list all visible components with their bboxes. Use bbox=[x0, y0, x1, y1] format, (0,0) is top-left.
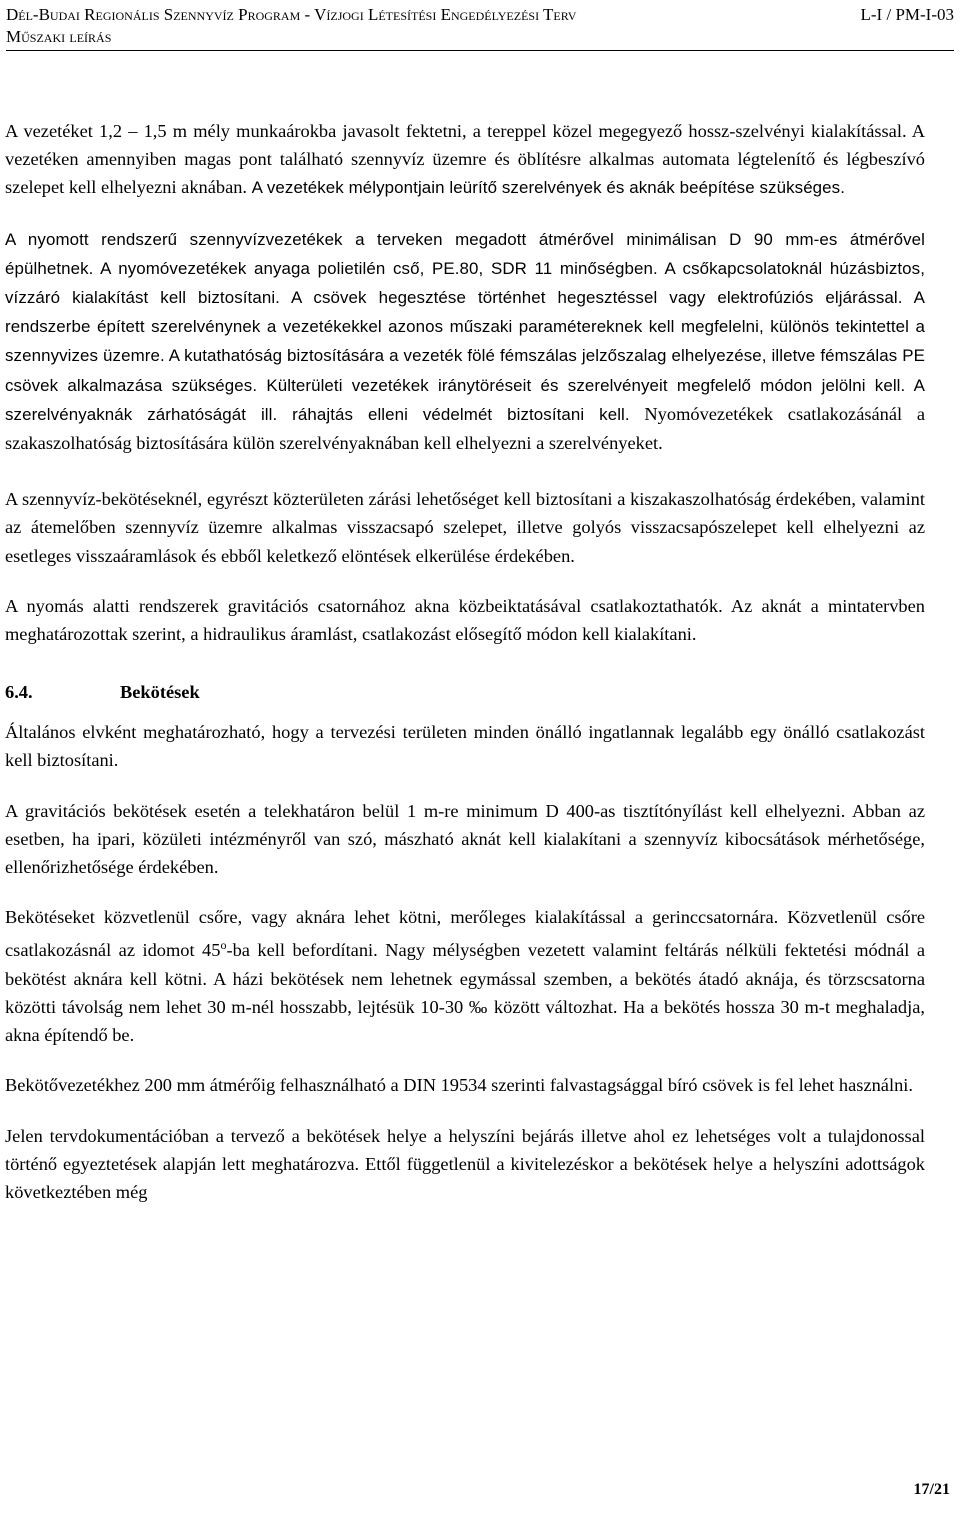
header-code: L-I / PM-I-03 bbox=[860, 5, 954, 24]
paragraph-pressure-pipes-sans: A nyomott rendszerű szennyvízvezetékek a terveken megadott átmérővel minimálisan D 90 mm-es átmérővel épülhetnek. A nyomóvezetékek anyaga polietilén cső, PE.80, SDR 11 minőségben. A csőkapcsolatoknál húzásbiztos, vízzáró kialakítást kell biztosítani. A csövek hegesztése történhet hegesztéssel vagy elektrofúziós eljárással. A rendszerbe épített szerelvénynek a vezetékekkel azonos műszaki paramétereknek kell megfelelni, különös tekintettel a szennyvizes üzemre. A kutathatóság biztosítására a vezeték fölé fémszálas jelzőszalag elhelyezése, illetve fémszálas PE csövek alkalmazása szükséges. Külterületi vezetékek iránytöréseit és szerelvényeit megfelelő módon jelölni kell. A szerelvényaknák zárhatóságát ill. ráhajtás elleni védelmét biztosítani kell. bbox=[5, 229, 925, 424]
section-number: 6.4. bbox=[5, 682, 33, 703]
paragraph-trench-sans: A vezetékek mélypontjain leürítő szerelvények és aknák beépítése szükséges. bbox=[251, 178, 846, 198]
section-heading bbox=[5, 678, 925, 706]
section-title: Bekötések bbox=[120, 682, 200, 703]
degree-superscript: o bbox=[220, 938, 227, 953]
paragraph-connections-valves: A szennyvíz-bekötéseknél, egyrészt közterületen zárási lehetőséget kell biztosítani a kiszakaszolhatóság érdekében, valamint az átemelőben szennyvíz üzemre alkalmas visszacsapó szelepet, illetve golyós visszacsapószelepet kell elhelyezni az esetleges visszaáramlások és ebből keletkező elöntések elkerülése érdekében. bbox=[5, 489, 925, 566]
section-paragraph-branch-rules bbox=[5, 903, 925, 1049]
header-title: Dél-Budai Regionális Szennyvíz Program - Vízjogi Létesítési Engedélyezési Terv bbox=[6, 5, 577, 24]
branch-rules-part-b: -ba kell befordítani. Nagy mélységben vezetett valamint feltárás nélküli fektetési módnál a bekötést aknára kell kötni. A házi bekötések nem lehetnek egymással szemben, a bekötés átadó aknája, és törzscsatorna közötti távolság nem lehet 30 m-nél hosszabb, lejtésük 10-30 ‰ között változhat. Ha a bekötés hossza 30 m-t meghaladja, akna építendő be. bbox=[5, 940, 925, 1046]
paragraph-pressure-pipes-serif: Nyomóvezetékek csatlakozásánál a szakaszolhatóság biztosítására külön szerelvényaknában kell elhelyezni a szerelvényeket. bbox=[5, 403, 926, 454]
section-paragraph-site-survey: Jelen tervdokumentációban a tervező a bekötések helye a helyszíni bejárás illetve ahol ez lehetséges volt a tulajdonossal történő egyeztetések alapján lett meghatározva. Ettől függetlenül a kivitelezéskor a bekötések helye a helyszíni adottságok következtében még bbox=[5, 1125, 925, 1203]
paragraph-trench-serif: A vezetéket 1,2 – 1,5 m mély munkaárokba javasolt fektetni, a tereppel közel megegyező hossz-szelvényi kialakítással. A vezetéken amennyiben magas pont található szennyvíz üzemre és öblítésre alkalmas automata légtelenítő és légbeszívó szelepet kell elhelyezni aknában. bbox=[5, 121, 925, 198]
body-text bbox=[5, 117, 925, 1224]
section-paragraph-din: Bekötővezetékhez 200 mm átmérőig felhasználható a DIN 19534 szerinti falvastagsággal bíró csövek is fel lehet használni. bbox=[5, 1075, 913, 1096]
header-subtitle: Műszaki leírás bbox=[6, 27, 112, 46]
section-paragraph-principle: Általános elvként meghatározható, hogy a tervezési területen minden önálló ingatlannak legalább egy önálló csatlakozást kell biztosítani. bbox=[5, 722, 925, 771]
paragraph-trench bbox=[5, 117, 925, 203]
branch-rules-part-a: Bekötéseket közvetlenül csőre, vagy aknára lehet kötni, merőleges kialakítással a gerinccsatornára. Közvetlenül csőre csatlakozásnál az idomot 45 bbox=[5, 907, 925, 961]
header-line bbox=[6, 4, 954, 26]
section-paragraph-gravity: A gravitációs bekötések esetén a telekhatáron belül 1 m-re minimum D 400-as tisztítónyílást kell elhelyezni. Abban az esetben, ha ipari, közületi intézményről van szó, mászható aknát kell kialakítani a szennyvíz kibocsátások mérhetősége, ellenőrizhetősége érdekében. bbox=[5, 800, 925, 878]
paragraph-pressure-pipes bbox=[5, 225, 925, 458]
running-header bbox=[6, 4, 954, 51]
paragraph-gravity-connection: A nyomás alatti rendszerek gravitációs csatornához akna közbeiktatásával csatlakoztathatók. Az aknát a mintatervben meghatározottak szerint, a hidraulikus áramlást, csatlakozást elősegítő módon kell kialakítani. bbox=[5, 595, 925, 645]
page-number: 17/21 bbox=[913, 1481, 950, 1498]
